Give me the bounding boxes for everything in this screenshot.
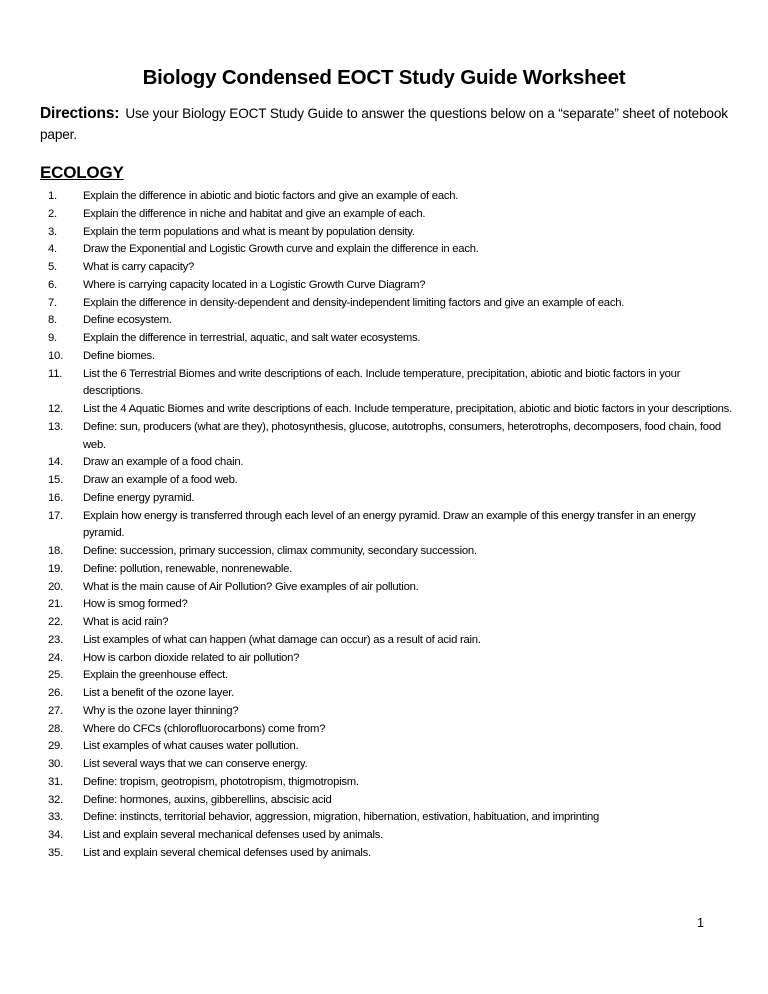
question-item-24 — [0, 650, 768, 668]
section-heading-ecology: ECOLOGY — [40, 163, 124, 182]
question-number: 17. — [48, 509, 63, 522]
question-item-21 — [0, 596, 768, 614]
question-text: List the 6 Terrestrial Biomes and write descriptions of each. Include temperature, precipitation, abiotic and biotic factors in your descriptions. — [83, 367, 681, 398]
question-number: 19. — [48, 562, 63, 575]
question-number: 2. — [48, 207, 57, 220]
question-text: List examples of what causes water pollution. — [83, 740, 299, 753]
question-number: 20. — [48, 580, 63, 593]
question-text: Draw an example of a food web. — [83, 474, 238, 486]
question-text: Draw an example of a food chain. — [83, 456, 244, 469]
question-text: List and explain several mechanical defenses used by animals. — [83, 829, 383, 841]
question-number: 33. — [48, 811, 63, 824]
directions-text: Use your Biology EOCT Study Guide to answer the questions below on a “separate” sheet of notebook paper. — [40, 106, 728, 142]
question-number: 15. — [48, 474, 63, 486]
question-text: What is acid rain? — [83, 616, 169, 628]
question-number: 4. — [48, 243, 57, 256]
question-item-1 — [0, 188, 768, 206]
question-item-10 — [0, 348, 768, 366]
question-number: 13. — [48, 420, 63, 433]
question-item-23 — [0, 632, 768, 650]
question-text: How is carbon dioxide related to air pollution? — [83, 651, 300, 664]
question-text: Explain the difference in abiotic and biotic factors and give an example of each. — [83, 190, 459, 202]
question-text: Define energy pyramid. — [83, 491, 195, 504]
question-item-34 — [0, 827, 768, 845]
question-item-29 — [0, 738, 768, 756]
question-item-13 — [0, 419, 768, 455]
question-item-7 — [0, 295, 768, 313]
question-text: List several ways that we can conserve energy. — [83, 758, 308, 770]
question-number: 24. — [48, 651, 63, 664]
question-item-9 — [0, 330, 768, 348]
question-text: Define biomes. — [83, 349, 155, 362]
directions-label: Directions: — [40, 105, 120, 122]
question-item-31 — [0, 774, 768, 792]
question-number: 6. — [48, 278, 57, 291]
question-item-32 — [0, 792, 768, 810]
question-text: Define: instincts, territorial behavior, aggression, migration, hibernation, estivation, habituation, and imprinting — [83, 811, 600, 824]
question-text: Explain the greenhouse effect. — [83, 669, 228, 682]
question-number: 28. — [48, 722, 63, 735]
question-number: 21. — [48, 598, 63, 611]
question-text: What is the main cause of Air Pollution? Give examples of air pollution. — [83, 580, 419, 593]
question-number: 29. — [48, 740, 63, 753]
question-item-5 — [0, 259, 768, 277]
question-item-30 — [0, 756, 768, 774]
question-item-15 — [0, 472, 768, 490]
question-number: 26. — [48, 687, 63, 699]
question-text: Explain the difference in terrestrial, aquatic, and salt water ecosystems. — [83, 332, 421, 344]
question-number: 23. — [48, 633, 63, 646]
question-text: Where do CFCs (chlorofluorocarbons) come from? — [83, 722, 326, 735]
question-item-20 — [0, 579, 768, 597]
question-item-27 — [0, 703, 768, 721]
question-number: 27. — [48, 704, 63, 717]
question-item-3 — [0, 224, 768, 242]
question-item-19 — [0, 561, 768, 579]
question-text: Define: sun, producers (what are they), photosynthesis, glucose, autotrophs, consumers, heterotrophs, decomposers, food chain, food web. — [83, 420, 721, 451]
question-text: List and explain several chemical defenses used by animals. — [83, 846, 371, 859]
question-item-6 — [0, 277, 768, 295]
question-list — [0, 188, 768, 863]
question-number: 5. — [48, 261, 57, 273]
question-number: 9. — [48, 332, 57, 344]
question-number: 25. — [48, 669, 63, 682]
question-number: 16. — [48, 491, 63, 504]
question-item-26 — [0, 685, 768, 703]
question-number: 12. — [48, 403, 63, 415]
question-text: List a benefit of the ozone layer. — [83, 687, 235, 699]
question-item-17 — [0, 508, 768, 544]
question-text: Where is carrying capacity located in a Logistic Growth Curve Diagram? — [83, 278, 426, 291]
question-number: 18. — [48, 545, 63, 557]
page-number: 1 — [697, 916, 704, 930]
question-number: 30. — [48, 758, 63, 770]
question-number: 31. — [48, 775, 63, 788]
question-item-2 — [0, 206, 768, 224]
question-text: What is carry capacity? — [83, 261, 195, 273]
question-text: Explain the difference in density-dependent and density-independent limiting factors and give an example of each. — [83, 296, 625, 309]
question-text: List the 4 Aquatic Biomes and write descriptions of each. Include temperature, precipitation, abiotic and biotic factors in your descriptions. — [83, 403, 732, 415]
question-item-12 — [0, 401, 768, 419]
question-item-28 — [0, 721, 768, 739]
question-text: Define: succession, primary succession, climax community, secondary succession. — [83, 545, 477, 557]
question-item-33 — [0, 809, 768, 827]
question-number: 14. — [48, 456, 63, 469]
question-text: Explain how energy is transferred through each level of an energy pyramid. Draw an example of this energy transfer in an energy pyramid. — [83, 509, 696, 540]
question-item-35 — [0, 845, 768, 863]
question-number: 3. — [48, 225, 57, 238]
question-number: 10. — [48, 349, 63, 362]
directions — [40, 104, 730, 145]
question-text: List examples of what can happen (what damage can occur) as a result of acid rain. — [83, 633, 481, 646]
question-item-16 — [0, 490, 768, 508]
question-text: Define: tropism, geotropism, phototropism, thigmotropism. — [83, 775, 359, 788]
question-number: 22. — [48, 616, 63, 628]
question-text: Define ecosystem. — [83, 314, 172, 327]
question-number: 32. — [48, 793, 63, 806]
question-item-4 — [0, 241, 768, 259]
question-number: 34. — [48, 829, 63, 841]
question-item-8 — [0, 312, 768, 330]
question-number: 35. — [48, 846, 63, 859]
question-text: Why is the ozone layer thinning? — [83, 704, 239, 717]
question-number: 7. — [48, 296, 57, 309]
question-number: 11. — [48, 367, 63, 380]
question-text: How is smog formed? — [83, 598, 188, 611]
question-item-25 — [0, 667, 768, 685]
question-item-22 — [0, 614, 768, 632]
question-item-18 — [0, 543, 768, 561]
question-text: Draw the Exponential and Logistic Growth curve and explain the difference in each. — [83, 243, 479, 256]
question-text: Explain the term populations and what is meant by population density. — [83, 225, 415, 238]
question-item-11 — [0, 366, 768, 402]
question-text: Explain the difference in niche and habitat and give an example of each. — [83, 207, 426, 220]
question-text: Define: hormones, auxins, gibberellins, abscisic acid — [83, 793, 332, 806]
question-number: 8. — [48, 314, 57, 327]
question-item-14 — [0, 454, 768, 472]
question-number: 1. — [48, 190, 57, 202]
question-text: Define: pollution, renewable, nonrenewable. — [83, 562, 293, 575]
page-title: Biology Condensed EOCT Study Guide Worksheet — [142, 66, 626, 89]
